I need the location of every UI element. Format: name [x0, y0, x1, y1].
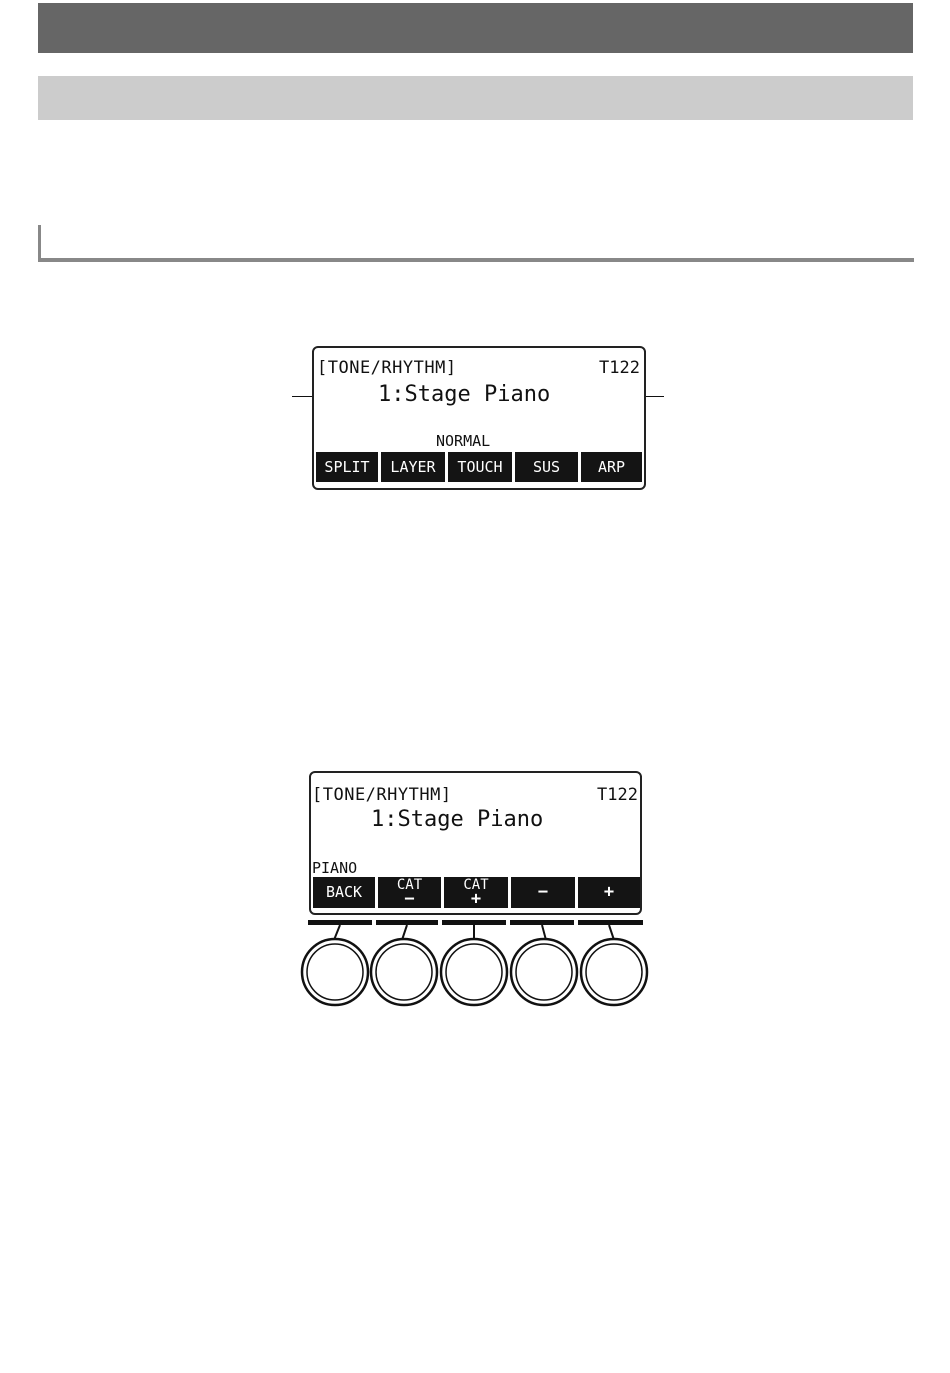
mode-label: [TONE/RHYTHM] — [312, 785, 452, 805]
knob-button-3[interactable] — [441, 920, 507, 1005]
knob-stem-5 — [609, 925, 614, 940]
tone-number: 1 — [371, 807, 385, 832]
softkey-plus[interactable] — [578, 877, 640, 908]
softkey-arp[interactable]: ARP — [581, 452, 642, 482]
knob-bar-3 — [442, 920, 506, 925]
softkey-minus[interactable] — [511, 877, 575, 908]
softkey-row — [313, 877, 640, 908]
knob-bar-2 — [376, 920, 438, 925]
softkey-row — [316, 452, 642, 482]
softkey-category-plus[interactable] — [444, 877, 508, 908]
section-title-bar — [38, 76, 913, 120]
mode-label: [TONE/RHYTHM] — [317, 358, 457, 378]
touch-status: NORMAL — [436, 432, 491, 450]
minus-icon: − — [404, 889, 415, 909]
softkey-label: CAT — [463, 877, 489, 893]
softkey-category-minus[interactable] — [378, 877, 441, 908]
knob-button-icon — [581, 939, 647, 1005]
softkey-sus[interactable]: SUS — [515, 452, 578, 482]
knob-stem-1 — [334, 925, 340, 940]
knob-button-icon — [302, 939, 368, 1005]
knob-button-icon — [441, 939, 507, 1005]
heading-rule-vertical — [38, 225, 41, 258]
tone-display: 1:Stage Piano — [378, 382, 551, 407]
softkey-layer[interactable]: LAYER — [381, 452, 445, 482]
lcd-screen-tone-select — [309, 771, 642, 915]
plus-icon: + — [603, 882, 615, 902]
tempo-readout: T122 — [597, 785, 638, 805]
knob-buttons — [296, 916, 656, 1008]
knob-button-icon — [511, 939, 577, 1005]
knob-button-icon — [371, 939, 437, 1005]
tone-display: 1:Stage Piano — [371, 807, 544, 832]
softkey-back-label: BACK — [325, 883, 363, 901]
softkey-back[interactable] — [313, 877, 375, 908]
chapter-title-bar — [38, 3, 913, 53]
knob-button-5[interactable] — [578, 920, 647, 1005]
softkey-touch[interactable]: TOUCH — [448, 452, 512, 482]
softkey-split[interactable]: SPLIT — [316, 452, 378, 482]
plus-icon: + — [470, 889, 482, 909]
knob-bar-5 — [578, 920, 643, 925]
knob-bar-4 — [510, 920, 574, 925]
tone-category: PIANO — [312, 859, 358, 877]
subsection-heading-rule — [38, 225, 914, 261]
knob-button-4[interactable] — [510, 920, 577, 1005]
softkey-label: CAT — [396, 877, 423, 893]
knob-bar-1 — [308, 920, 372, 925]
tone-number: 1 — [378, 382, 392, 407]
heading-rule-horizontal — [38, 258, 914, 262]
lcd-screen-main — [312, 346, 646, 490]
tempo-readout: T122 — [599, 358, 640, 378]
knob-button-2[interactable] — [371, 920, 438, 1005]
tone-name: Stage Piano — [404, 382, 551, 407]
minus-icon: − — [537, 882, 549, 902]
tone-name: Stage Piano — [397, 807, 544, 832]
knob-stem-2 — [402, 925, 407, 940]
knob-button-1[interactable] — [302, 920, 372, 1005]
